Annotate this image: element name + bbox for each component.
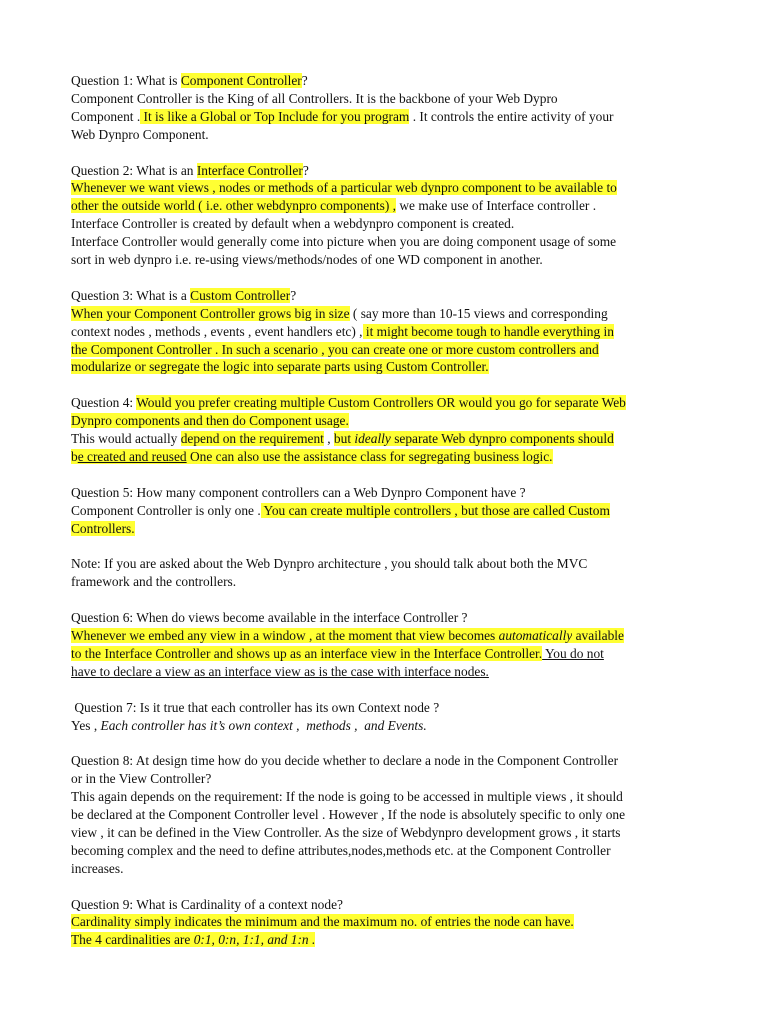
question-9 <box>71 896 708 950</box>
note <box>71 555 708 591</box>
question-4-title: Question 4: Would you prefer creating multiple Custom Controllers OR would you go for separate Web <box>71 395 626 411</box>
answer-2-line-4: Interface Controller would generally come into picture when you are doing component usage of some <box>71 234 617 250</box>
question-8-title: Question 8: At design time how do you decide whether to declare a node in the Component Controller <box>71 753 619 769</box>
question-3 <box>71 287 708 377</box>
answer-9-line-1: Cardinality simply indicates the minimum and the maximum no. of entries the node can have. <box>71 914 574 930</box>
answer-8-line-2: be declared at the Component Controller level . However , If the node is absolutely specific to only one <box>71 807 626 823</box>
answer-5-line-1: Component Controller is only one . You can create multiple controllers , but those are called Custom <box>71 502 610 518</box>
answer-1-line-1: Component Controller is the King of all Controllers. It is the backbone of your Web Dypro <box>71 90 558 106</box>
question-3-title: Question 3: What is a Custom Controller? <box>71 287 297 303</box>
answer-6-line-3: have to declare a view as an interface view as is the case with interface nodes. <box>71 663 489 679</box>
question-5 <box>71 484 708 538</box>
answer-3-line-1: When your Component Controller grows big in size ( say more than 10-15 views and corresponding <box>71 305 608 321</box>
question-6-title: Question 6: When do views become available in the interface Controller ? <box>71 610 468 626</box>
answer-2-line-3: Interface Controller is created by default when a webdynpro component is created. <box>71 216 515 232</box>
question-7-title: Question 7: Is it true that each controller has its own Context node ? <box>71 699 440 715</box>
answer-3-line-3: the Component Controller . In such a scenario , you can create one or more custom controllers and <box>71 341 599 357</box>
answer-6-line-1: Whenever we embed any view in a window , at the moment that view becomes automatically available <box>71 628 624 643</box>
question-8-title-cont: or in the View Controller? <box>71 771 212 787</box>
question-8 <box>71 752 708 877</box>
note-line-2: framework and the controllers. <box>71 574 237 590</box>
answer-8-line-3: view , it can be defined in the View Controller. As the size of Webdynpro development grows , it starts <box>71 824 621 840</box>
question-1-title: Question 1: What is Component Controller? <box>71 73 308 88</box>
answer-7-line-1: Yes , Each controller has it’s own context , methods , and Events. <box>71 717 427 733</box>
answer-4-line-1: This would actually depend on the requirement , but ideally separate Web dynpro components should <box>71 431 614 447</box>
answer-2-line-2: other the outside world ( i.e. other webdynpro components) , we make use of Interface controller . <box>71 198 597 214</box>
answer-3-line-2: context nodes , methods , events , event handlers etc) , it might become tough to handle everything in <box>71 323 614 339</box>
answer-6-line-2: to the Interface Controller and shows up as an interface view in the Interface Controller. You do not <box>71 645 604 661</box>
answer-1-line-3: Web Dynpro Component. <box>71 126 209 142</box>
question-9-title: Question 9: What is Cardinality of a context node? <box>71 896 343 912</box>
question-2 <box>71 162 708 269</box>
question-4-title-cont: Dynpro components and then do Component usage. <box>71 413 349 429</box>
answer-8-line-4: becoming complex and the need to define attributes,nodes,methods etc. at the Component Controller <box>71 842 611 858</box>
question-1 <box>71 72 708 144</box>
answer-2-line-1: Whenever we want views , nodes or methods of a particular web dynpro component to be available to <box>71 180 617 196</box>
answer-1-line-2: Component . It is like a Global or Top Include for you program . It controls the entire activity of your <box>71 108 614 124</box>
answer-5-line-2: Controllers. <box>71 520 135 536</box>
question-7 <box>71 699 708 735</box>
answer-8-line-1: This again depends on the requirement: If the node is going to be accessed in multiple views , it should <box>71 789 623 805</box>
question-6 <box>71 609 708 681</box>
question-2-title: Question 2: What is an Interface Controller? <box>71 162 309 178</box>
answer-9-line-2: The 4 cardinalities are 0:1, 0:n, 1:1, and 1:n . <box>71 932 316 948</box>
note-line-1: Note: If you are asked about the Web Dynpro architecture , you should talk about both the MVC <box>71 556 588 572</box>
answer-2-line-5: sort in web dynpro i.e. re-using views/methods/nodes of one WD component in another. <box>71 252 543 268</box>
answer-8-line-5: increases. <box>71 860 124 876</box>
question-4 <box>71 394 708 466</box>
answer-3-line-4: modularize or segregate the logic into separate parts using Custom Controller. <box>71 359 489 375</box>
question-5-title: Question 5: How many component controllers can a Web Dynpro Component have ? <box>71 484 526 500</box>
answer-4-line-2: be created and reused One can also use the assistance class for segregating business logic. <box>71 448 553 464</box>
